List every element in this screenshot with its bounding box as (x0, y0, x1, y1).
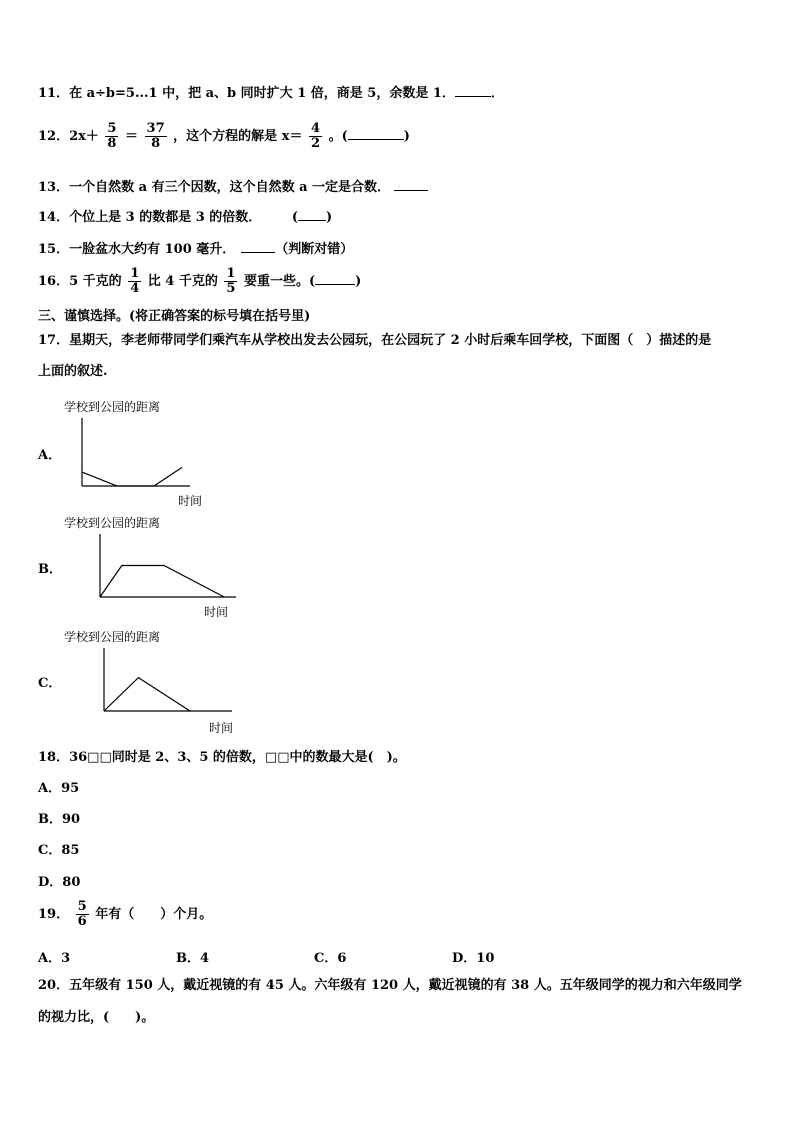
graph-a-xlabel: 时间 (178, 494, 203, 508)
q13-text: 13．一个自然数 a 有三个因数，这个自然数 a 一定是合数． (38, 180, 391, 195)
graph-b-ylabel: 学校到公园的距离 (64, 516, 161, 530)
q11-text: 11．在 a÷b=5...1 中，把 a、b 同时扩大 1 倍，商是 5，余数是 1． (38, 86, 455, 101)
graph-a-ylabel: 学校到公园的距离 (64, 400, 161, 414)
q14-answer-blank[interactable] (298, 208, 326, 221)
q14-paren-open: ( (291, 210, 298, 225)
question-14 (38, 208, 332, 226)
q18-option-d[interactable]: D．80 (38, 875, 81, 890)
question-12 (38, 122, 410, 151)
graph-c-label[interactable]: C． (38, 676, 62, 691)
q17-line-1: 17．星期天，李老师带同学们乘汽车从学校出发去公园玩，在公园玩了 2 小时后乘车回学校，下面图（ ）描述的是 (38, 333, 712, 348)
q12-fraction-1: $\frac{5}{8}$ (107, 121, 117, 151)
q18-option-b[interactable]: B．90 (38, 812, 81, 827)
q19-option-d[interactable]: D．10 (452, 951, 495, 966)
q12-equals: ＝ (125, 129, 139, 144)
q18-option-c[interactable]: C．85 (38, 843, 80, 858)
q20-line-2: 的视力比，( )。 (38, 1010, 155, 1025)
q16-fraction-1: $\frac{1}{4}$ (130, 266, 140, 296)
section-3-heading: 三、谨慎选择。(将正确答案的标号填在括号里) (38, 309, 311, 324)
graph-c-line (104, 678, 190, 711)
q14-paren-close: ) (325, 210, 333, 225)
q19-fraction: $\frac{5}{6}$ (77, 899, 87, 929)
q19-option-b[interactable]: B．4 (176, 951, 210, 966)
q12-prefix: 12．2x＋ (38, 129, 99, 144)
q18-stem: 18．36□□同时是 2、3、5 的倍数，□□中的数最大是( )。 (38, 750, 406, 765)
q12-mid-text: ，这个方程的解是 x＝ (173, 129, 303, 144)
q11-answer-blank[interactable] (455, 84, 491, 97)
q12-end: 。( (328, 129, 348, 144)
q17-line-2: 上面的叙述. (38, 364, 108, 379)
graph-a-line (82, 467, 182, 486)
question-19 (38, 900, 212, 929)
q18-option-a[interactable]: A．95 (38, 781, 80, 796)
q16-close: ) (355, 274, 362, 289)
q19-stem: 年有（ ）个月。 (95, 907, 213, 922)
question-11 (38, 84, 504, 102)
q16-answer-blank[interactable] (315, 272, 355, 285)
graph-b-label[interactable]: B． (38, 562, 62, 577)
graph-a-label[interactable]: A． (38, 448, 62, 463)
q16-text-c: 要重一些。( (244, 274, 316, 289)
q15-answer-blank[interactable] (241, 240, 275, 253)
q12-fraction-3: $\frac{4}{2}$ (310, 121, 321, 151)
q20-line-1: 20．五年级有 150 人，戴近视镜的有 45 人。六年级有 120 人，戴近视镜的有 38 人。五年级同学的视力和六年级同学 (38, 978, 742, 993)
graph-c-xlabel: 时间 (209, 721, 234, 735)
q19-number: 19． (38, 907, 70, 922)
question-16 (38, 267, 361, 296)
question-15 (38, 240, 353, 258)
graph-b-line (100, 566, 224, 598)
q12-answer-blank[interactable] (348, 127, 404, 140)
graph-c-ylabel: 学校到公园的距离 (64, 630, 161, 644)
q16-text-a: 16．5 千克的 (38, 274, 122, 289)
q11-end: ． (490, 86, 504, 101)
q16-text-b: 比 4 千克的 (147, 274, 218, 289)
question-13 (38, 178, 428, 196)
q12-fraction-2: $\frac{37}{8}$ (146, 121, 165, 151)
q19-option-c[interactable]: C．6 (314, 951, 347, 966)
q15-text: 15．一脸盆水大约有 100 毫升． (38, 242, 236, 257)
q14-text: 14．个位上是 3 的数都是 3 的倍数． (38, 210, 262, 225)
q13-answer-blank[interactable] (394, 178, 428, 191)
q16-fraction-2: $\frac{1}{5}$ (226, 266, 236, 296)
graph-b-xlabel: 时间 (204, 605, 229, 619)
q19-option-a[interactable]: A．3 (38, 951, 71, 966)
q15-tail: （判断对错） (275, 242, 354, 257)
q12-close: ) (403, 129, 410, 144)
